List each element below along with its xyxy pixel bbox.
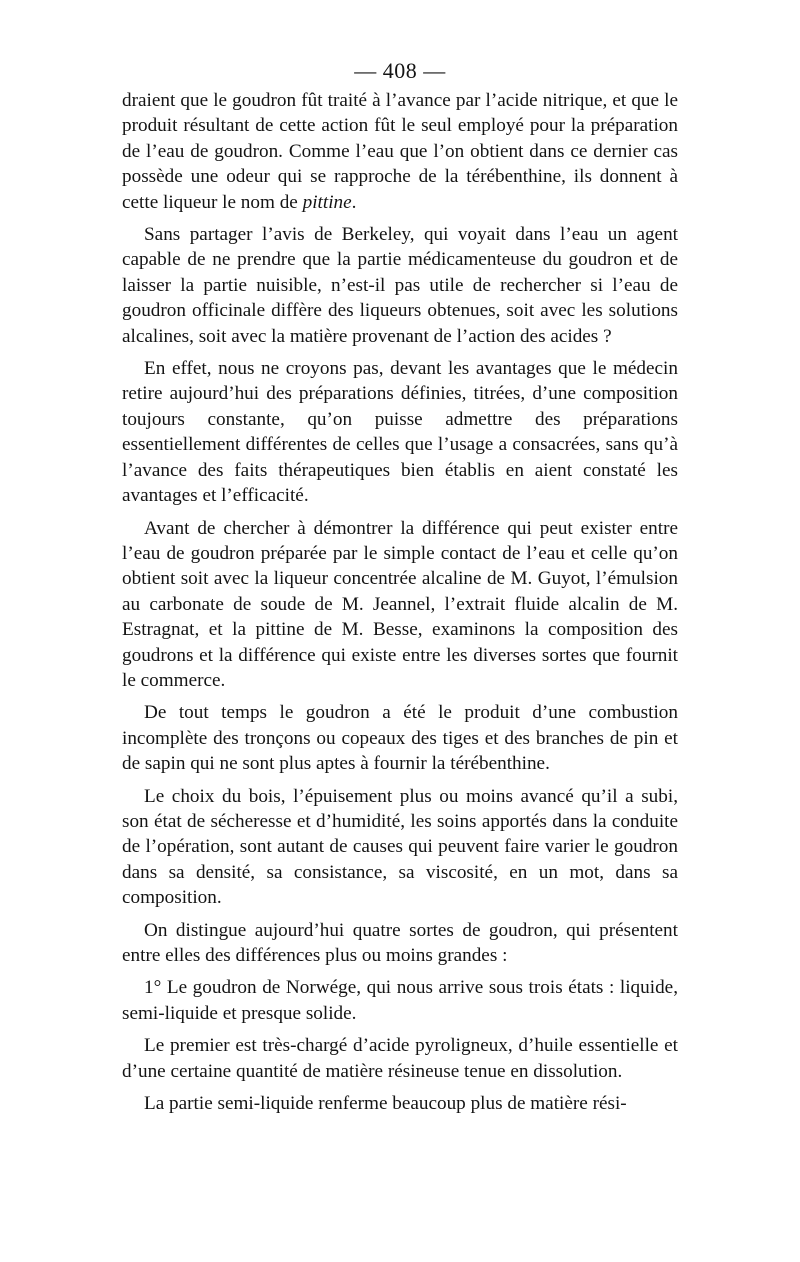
paragraph: 1° Le goudron de Norwége, qui nous arrive sous trois états : liquide, semi-liquide et presque solide.	[122, 977, 678, 1024]
paragraph: En effet, nous ne croyons pas, devant les avantages que le médecin retire aujourd’hui des préparations définies, titrées, d’une composition toujours constante, qu’on puisse admettre des préparations essentiellement différentes de celles que l’usage a consacrées, sans qu’à l’avance des faits thérapeutiques bien établis en aient constaté les avantages et l’efficacité.	[122, 358, 678, 507]
paragraph: De tout temps le goudron a été le produit d’une combustion incomplète des tronçons ou copeaux des tiges et des branches de pin et de sapin qui ne sont plus aptes à fournir la térébenthine.	[122, 702, 678, 775]
paragraph-end-punctuation: .	[351, 191, 357, 213]
paragraph: On distingue aujourd’hui quatre sortes de goudron, qui présentent entre elles des différences plus ou moins grandes :	[122, 919, 678, 966]
paragraph: Le premier est très-chargé d’acide pyroligneux, d’huile essentielle et d’une certaine quantité de matière résineuse tenue en dissolution.	[122, 1035, 678, 1082]
paragraph: Avant de chercher à démontrer la différence qui peut exister entre l’eau de goudron préparée par le simple contact de l’eau et celle qu’on obtient soit avec la liqueur concentrée alcaline de M. Guyot, l’émulsion au carbonate de soude de M. Jeannel, l’extrait fluide alcalin de M. Estragnat, et la pittine de M. Besse, examinons la composition des goudrons et la différence qui existe entre les diverses sortes que fournit le commerce.	[122, 517, 678, 691]
page-number: — 408 —	[354, 58, 446, 83]
paragraph: La partie semi-liquide renferme beaucoup plus de matière rési-	[144, 1093, 627, 1115]
italic-term: pittine	[302, 191, 352, 213]
paragraph: Le choix du bois, l’épuisement plus ou moins avancé qu’il a subi, son état de sécheresse et d’humidité, les soins apportés dans la conduite de l’opération, sont autant de causes qui peuvent faire varier le goudron dans sa densité, sa consistance, sa viscosité, en un mot, dans sa composition.	[122, 785, 678, 909]
paragraph-text: draient que le goudron fût traité à l’avance par l’acide nitrique, et que le produit résultant de cette action fût le seul employé pour la préparation de l’eau de goudron. Comme l’eau que l’on obtient dans ce dernier cas possède une odeur qui se rapproche de la térébenthine, ils donnent à cette liqueur le nom de	[122, 90, 678, 213]
body-text	[122, 88, 678, 1123]
paragraph-continuation	[122, 88, 678, 215]
paragraph: Sans partager l’avis de Berkeley, qui voyait dans l’eau un agent capable de ne prendre que la partie médicamenteuse du goudron et de laisser la partie nuisible, n’est-il pas utile de rechercher si l’eau de goudron officinale diffère des liqueurs obtenues, soit avec les solutions alcalines, soit avec la matière provenant de l’action des acides ?	[122, 224, 678, 347]
